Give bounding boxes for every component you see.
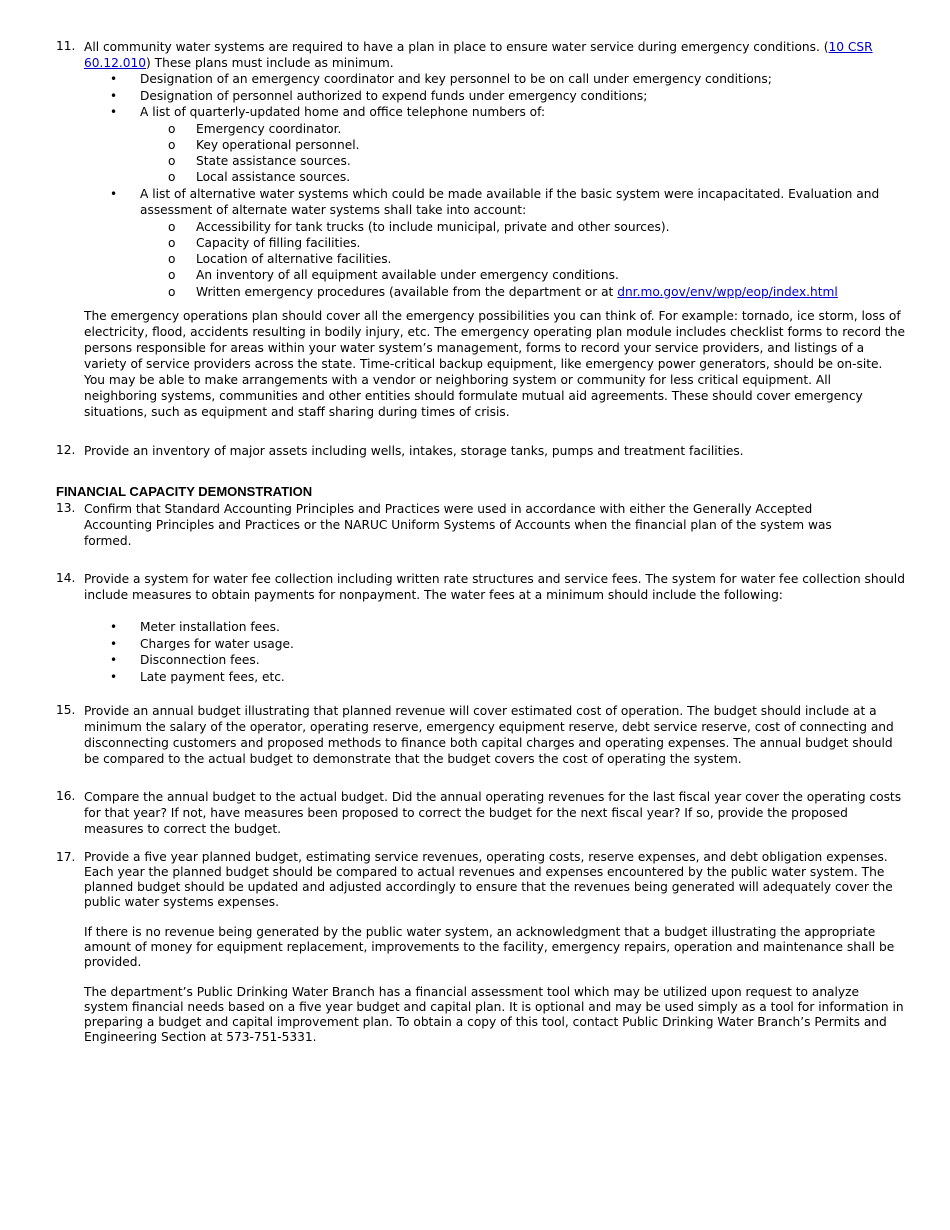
item-number: 13.	[56, 501, 76, 515]
sub-list-item: o An inventory of all equipment available under emergency conditions.	[168, 268, 619, 283]
list-item: • Late payment fees, etc.	[110, 669, 285, 684]
no-revenue-paragraph: If there is no revenue being generated by the public water system, an acknowledgment that a budget illustrating the appropriate amount of money for equipment replacement, improvements to the facility, emergency repairs, operation and maintenance shall be provided.	[84, 925, 895, 969]
financial-tool-paragraph: The department’s Public Drinking Water Branch has a financial assessment tool which may be utilized upon request to analyze system financial needs based on a five year budget and capital plan. It is optional and may be used simply as a tool for information in preparing a budget and capital improvement plan. To obtain a copy of this tool, contact Public Drinking Water Branch’s Permits and Engineering Section at 573-751-5331.	[84, 985, 904, 1044]
phone-number-sublist	[140, 121, 906, 186]
item-text: Confirm that Standard Accounting Principles and Practices were used in accordance with either the Generally Accepted Accounting Principles and Practices or the NARUC Uniform Systems of Accounts when the financial plan of the system was formed.	[84, 502, 832, 548]
list-item: • Designation of personnel authorized to expend funds under emergency conditions;	[110, 88, 648, 103]
item-text: Provide an inventory of major assets including wells, intakes, storage tanks, pumps and treatment facilities.	[84, 444, 744, 458]
list-item: • A list of quarterly-updated home and office telephone numbers of: o Emergency coordinator. o Key operational personnel. o State assistance sources. o Local assistance sources.	[84, 104, 906, 185]
item-number: 12.	[56, 443, 76, 457]
list-item: • Meter installation fees.	[110, 620, 280, 634]
sub-list-item: o Local assistance sources.	[168, 170, 351, 185]
emergency-plan-list	[84, 71, 906, 300]
item-12	[56, 443, 906, 459]
sub-list-item: o Key operational personnel.	[168, 137, 360, 152]
item-11	[56, 39, 906, 420]
sub-list-item: o Accessibility for tank trucks (to include municipal, private and other sources).	[168, 219, 670, 234]
eop-url-link[interactable]: dnr.mo.gov/env/wpp/eop/index.html	[617, 284, 838, 299]
item-17	[56, 850, 906, 1045]
item-text: Provide a system for water fee collection including written rate structures and service fees. The system for water fee collection should include measures to obtain payments for nonpayment. The water fees at a minimum should include the following:	[84, 572, 905, 602]
item-text: Provide an annual budget illustrating that planned revenue will cover estimated cost of operation. The budget should include at a minimum the salary of the operator, operating reserve, emergency equipment reserve, debt service reserve, cost of connecting and disconnecting customers and proposed methods to finance both capital charges and operating expenses. The annual budget should be compared to the actual budget to demonstrate that the budget covers the cost of operating the system.	[84, 704, 894, 766]
list-item: • A list of alternative water systems which could be made available if the basic system were incapacitated. Evaluation and assessment of alternate water systems shall take into account: o Accessibility for tank trucks (to include municipal, private and other sources). o Capacity of filling facilities. o Location of alternative facilities. o An inventory of all equipment available under emergency conditions. o Written emergency procedures (available from the department or at dnr.mo.gov/env/wpp/eop/index.html	[84, 186, 906, 300]
item-number: 15.	[56, 703, 76, 717]
csr-citation-link[interactable]: 10 CSR 60.12.010	[84, 40, 873, 70]
item-13	[56, 501, 906, 549]
sub-list-item: o Written emergency procedures (available from the department or at dnr.mo.gov/env/wpp/eop/index.html	[168, 284, 838, 299]
item-15	[56, 703, 906, 767]
emergency-plan-paragraph: The emergency operations plan should cover all the emergency possibilities you can think of. For example: tornado, ice storm, loss of electricity, flood, accidents resulting in bodily injury, etc. The emergency operating plan module includes checklist forms to record the persons responsible for areas within your water system’s management, forms to record your service providers, and listings of a variety of service providers across the state. Time-critical backup equipment, like emergency power generators, should be on-site. You may be able to make arrangements with a vendor or neighboring system or community for less critical equipment. All neighboring systems, communities and other entities should formulate mutual aid agreements. These should cover emergency situations, such as equipment and staff sharing during times of crisis.	[84, 308, 906, 419]
item-text: Compare the annual budget to the actual budget. Did the annual operating revenues for the last fiscal year cover the operating costs for that year? If not, have measures been proposed to correct the budget for the next fiscal year? If so, provide the proposed measures to correct the budget.	[84, 790, 902, 836]
sub-list-item: o Emergency coordinator.	[168, 121, 342, 136]
sub-list-item: o State assistance sources.	[168, 154, 351, 169]
item-14	[56, 571, 906, 685]
list-item: • Disconnection fees.	[110, 653, 260, 668]
list-item: • Designation of an emergency coordinator and key personnel to be on call under emergency conditions;	[110, 72, 772, 86]
list-item: • Charges for water usage.	[110, 636, 294, 651]
sub-list-item: o Location of alternative facilities.	[168, 252, 392, 267]
item-number: 17.	[56, 850, 76, 864]
item-16	[56, 789, 906, 837]
budget-plan-paragraph: Provide a five year planned budget, estimating service revenues, operating costs, reserve expenses, and debt obligation expenses. Each year the planned budget should be compared to actual revenues and expenses encountered by the public water system. The planned budget should be updated and adjusted accordingly to ensure that the revenues being generated will adequately cover the public water systems expenses.	[84, 850, 893, 909]
item-number: 16.	[56, 789, 76, 803]
item-number: 14.	[56, 571, 76, 585]
fee-list	[84, 619, 906, 685]
section-heading: FINANCIAL CAPACITY DEMONSTRATION	[56, 484, 313, 499]
sub-list-item: o Capacity of filling facilities.	[168, 235, 361, 250]
item-number: 11.	[56, 39, 76, 53]
alternate-systems-sublist	[140, 219, 906, 300]
item-11-intro: All community water systems are required to have a plan in place to ensure water service during emergency conditions. (10 CSR 60.12.010) These plans must include as minimum.	[84, 40, 873, 70]
